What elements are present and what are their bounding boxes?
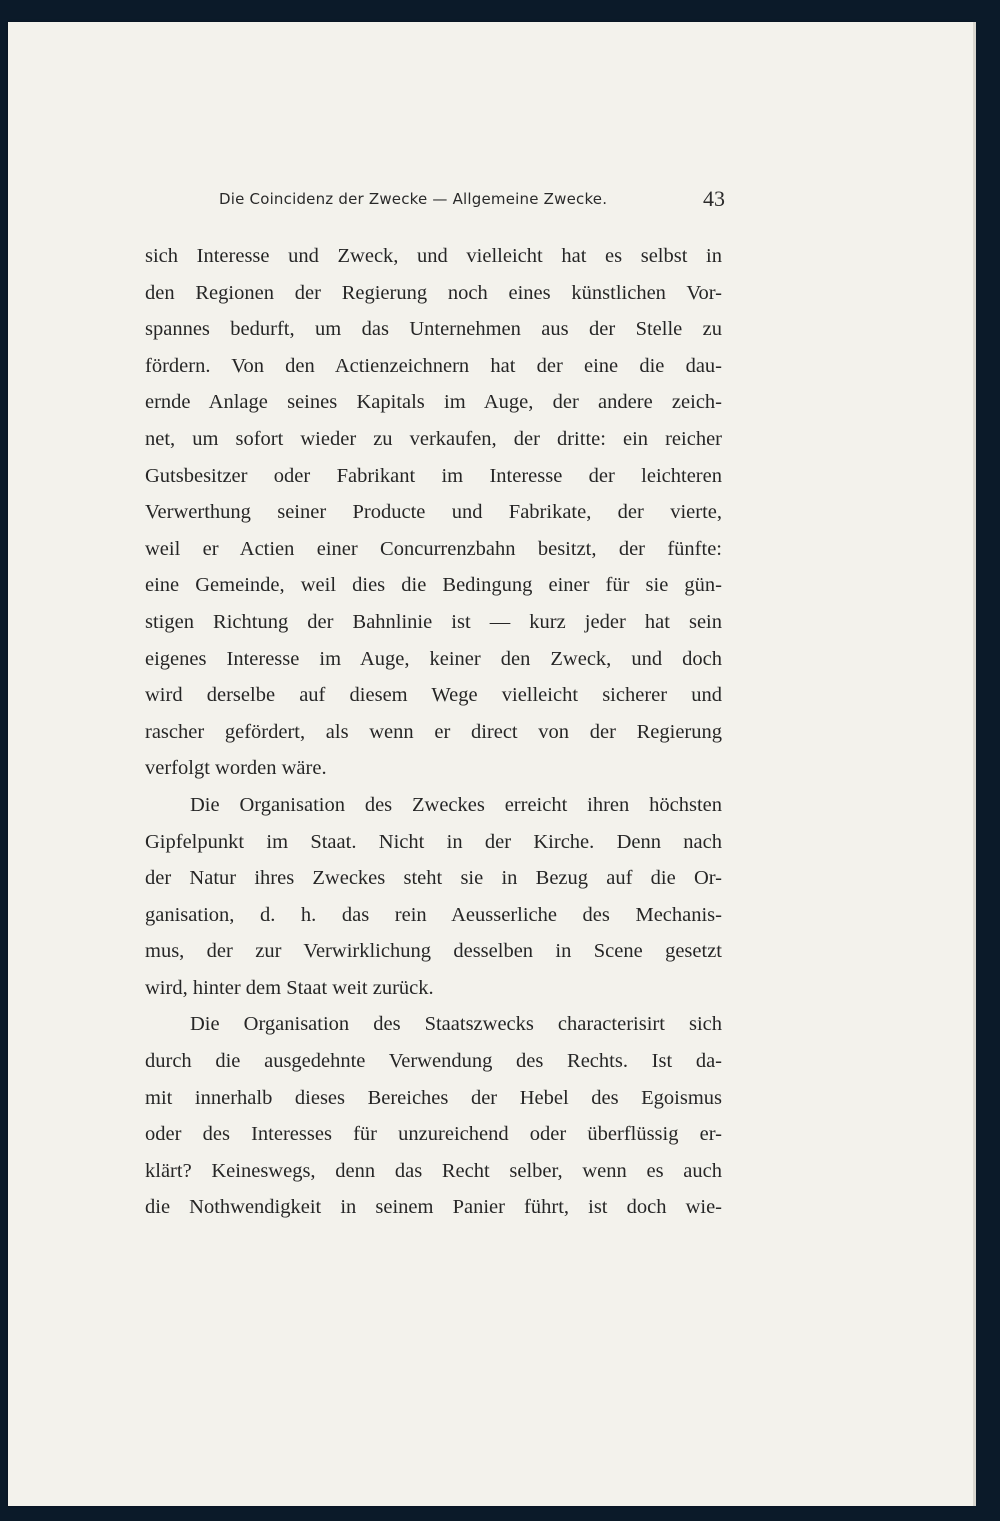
text-line: mus, der zur Verwirklichung desselben in Scene gesetzt (145, 940, 722, 963)
text-line: wird, hinter dem Staat weit zurück. (145, 976, 434, 999)
text-line: Gutsbesitzer oder Fabrikant im Interesse der leichteren (145, 464, 722, 487)
text-line: klärt? Keineswegs, denn das Recht selber, wenn es auch (145, 1159, 722, 1182)
text-line: wird derselbe auf diesem Wege vielleicht sicherer und (145, 684, 722, 707)
text-line: verfolgt worden wäre. (145, 757, 327, 780)
page-header (219, 186, 725, 218)
text-line: mit innerhalb dieses Bereiches der Hebel des Egoismus (145, 1086, 722, 1109)
text-line: stigen Richtung der Bahnlinie ist — kurz jeder hat sein (145, 610, 722, 633)
text-line: der Natur ihres Zweckes steht sie in Bezug auf die Or- (145, 867, 722, 890)
text-line: durch die ausgedehnte Verwendung des Rechts. Ist da- (145, 1050, 722, 1073)
text-line: Die Organisation des Staatszwecks characterisirt sich (190, 1013, 722, 1036)
running-title: Die Coincidenz der Zwecke — Allgemeine Zwecke. (219, 190, 608, 208)
body-text (145, 238, 722, 1226)
text-line: rascher gefördert, als wenn er direct von der Regierung (145, 720, 722, 743)
text-line: eine Gemeinde, weil dies die Bedingung einer für sie gün- (145, 574, 722, 597)
text-line: fördern. Von den Actienzeichnern hat der eine die dau- (145, 354, 722, 377)
text-line: oder des Interesses für unzureichend oder überflüssig er- (145, 1123, 722, 1146)
text-line: ernde Anlage seines Kapitals im Auge, der andere zeich- (145, 391, 722, 414)
page-number: 43 (703, 186, 725, 211)
text-line: eigenes Interesse im Auge, keiner den Zweck, und doch (145, 647, 722, 670)
text-line: net, um sofort wieder zu verkaufen, der dritte: ein reicher (145, 427, 722, 450)
text-line: weil er Actien einer Concurrenzbahn besitzt, der fünfte: (145, 537, 722, 560)
text-line: die Nothwendigkeit in seinem Panier führt, ist doch wie- (145, 1196, 722, 1219)
text-line: Gipfelpunkt im Staat. Nicht in der Kirche. Denn nach (145, 830, 722, 853)
text-line: sich Interesse und Zweck, und vielleicht hat es selbst in (145, 245, 722, 267)
text-line: ganisation, d. h. das rein Aeusserliche des Mechanis- (145, 903, 722, 926)
text-line: Verwerthung seiner Producte und Fabrikate, der vierte, (145, 501, 722, 524)
page-edge (973, 22, 976, 1506)
text-line: Die Organisation des Zweckes erreicht ihren höchsten (190, 793, 722, 816)
text-line: spannes bedurft, um das Unternehmen aus der Stelle zu (145, 318, 722, 341)
text-line: den Regionen der Regierung noch eines künstlichen Vor- (145, 281, 722, 304)
